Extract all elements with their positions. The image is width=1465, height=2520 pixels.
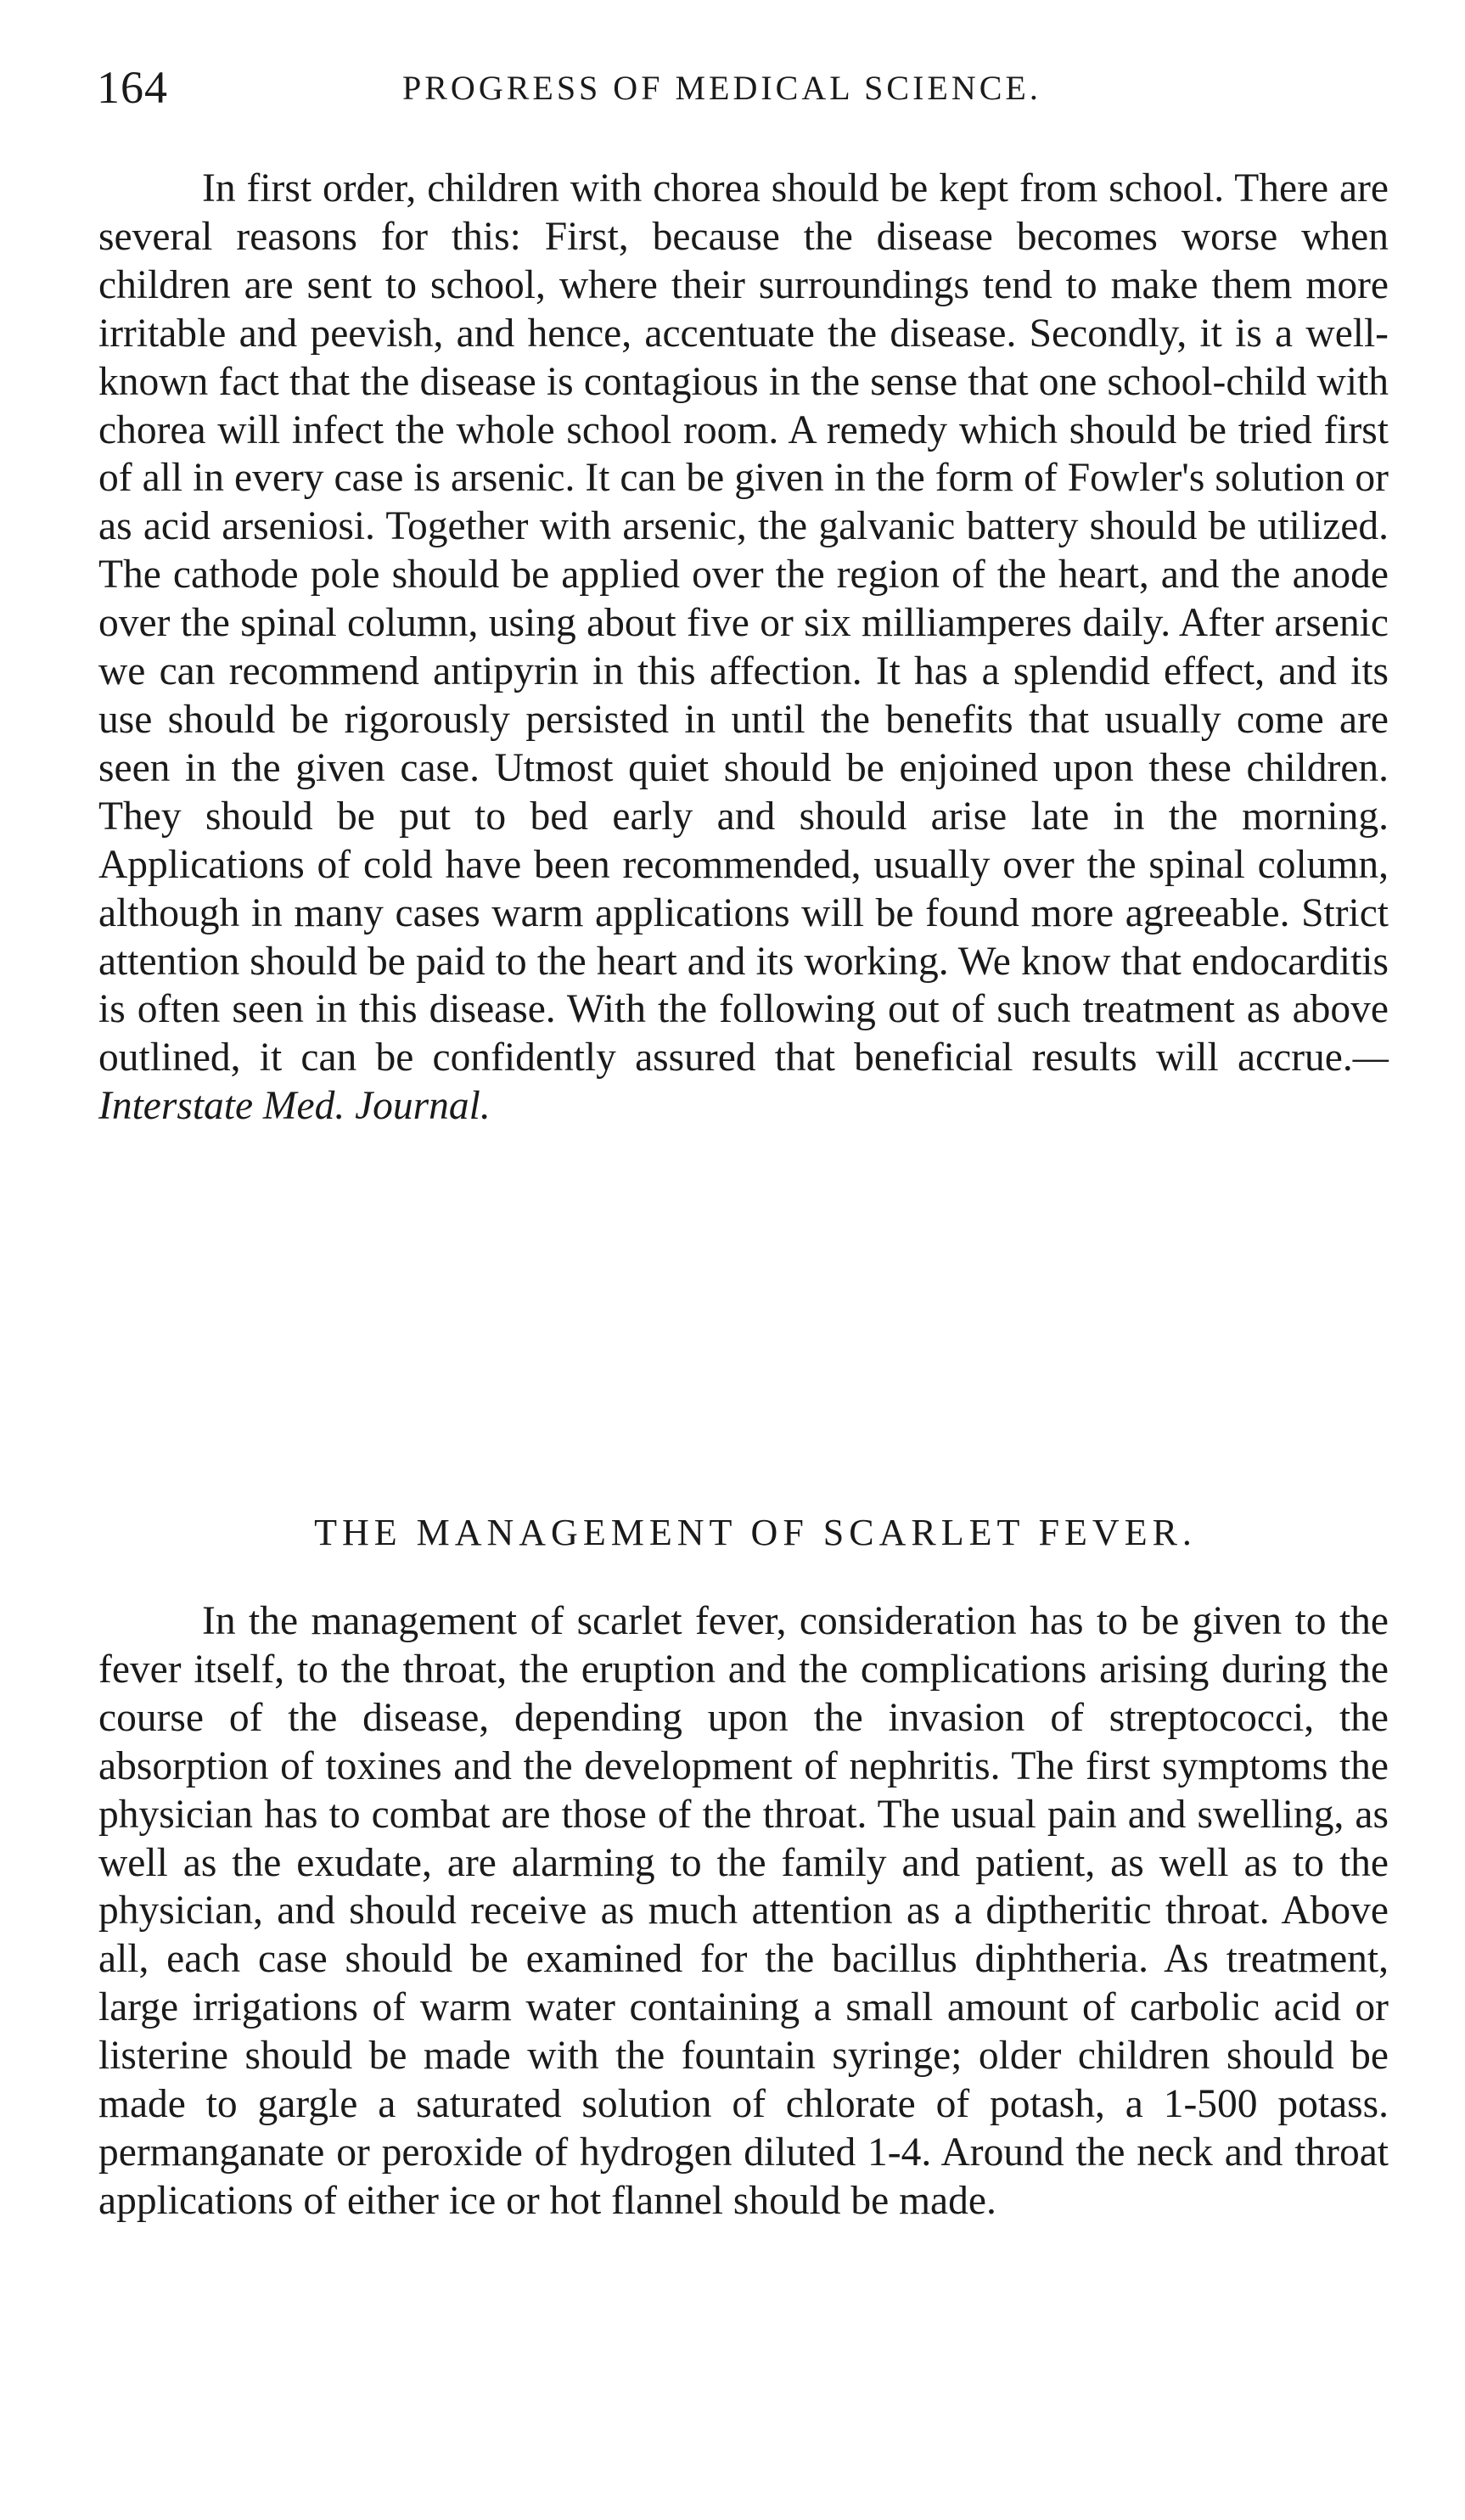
source-citation: —Interstate Med. Journal. [98, 1036, 1389, 1129]
running-header [97, 61, 1404, 121]
body-paragraph [98, 165, 1389, 1131]
article-scarlet-fever-text [98, 1597, 1389, 2225]
page-number: 164 [97, 62, 168, 113]
running-title: PROGRESS OF MEDICAL SCIENCE. [402, 69, 1041, 107]
article-chorea-text [98, 165, 1389, 1131]
paragraph-text: In first order, children with chorea should be kept from school. There are several reasons for this: First, because the disease becomes worse when children are sent to school, where their surroundings tend to make them more irritable and peevish, and hence, accentuate the disease. Secondly, it is a well-known fact that the disease is contagious in the sense that one school-child with chorea will infect the whole school room. A remedy which should be tried first of all in every case is arsenic. It can be given in the form of Fowler's solution or as acid arseniosi. Together with arsenic, the galvanic battery should be utilized. The cathode pole should be applied over the region of the heart, and the anode over the spinal column, using about five or six milliamperes daily. After arsenic we can recommend antipyrin in this affection. It has a splendid effect, and its use should be rigorously persisted in until the benefits that usually come are seen in the given case. Utmost quiet should be enjoined upon these children. They should be put to bed early and should arise late in the morning. Applications of cold have been recommended, usually over the spinal column, although in many cases warm applications will be found more agreeable. Strict attention should be paid to the heart and its working. We know that endocarditis is often seen in this disease. With the following out of such treatment as above outlined, it can be confidently assured that beneficial results will accrue. [98, 166, 1389, 1080]
body-paragraph: In the management of scarlet fever, consideration has to be given to the fever itself, to the throat, the eruption and the complications arising during the course of the disease, depending upon the invasion of streptococci, the absorption of toxines and the development of nephritis. The first symptoms the physician has to combat are those of the throat. The usual pain and swelling, as well as the exudate, are alarming to the family and patient, as well as to the physician, and should receive as much attention as a diptheritic throat. Above all, each case should be examined for the bacillus diphtheria. As treatment, large irrigations of warm water containing a small amount of carbolic acid or listerine should be made with the fountain syringe; older children should be made to gargle a saturated solution of chlorate of potash, a 1-500 potass. permanganate or peroxide of hydrogen diluted 1-4. Around the neck and throat applications of either ice or hot flannel should be made. [98, 1599, 1389, 2223]
section-heading: THE MANAGEMENT OF SCARLET FEVER. [314, 1512, 1197, 1553]
